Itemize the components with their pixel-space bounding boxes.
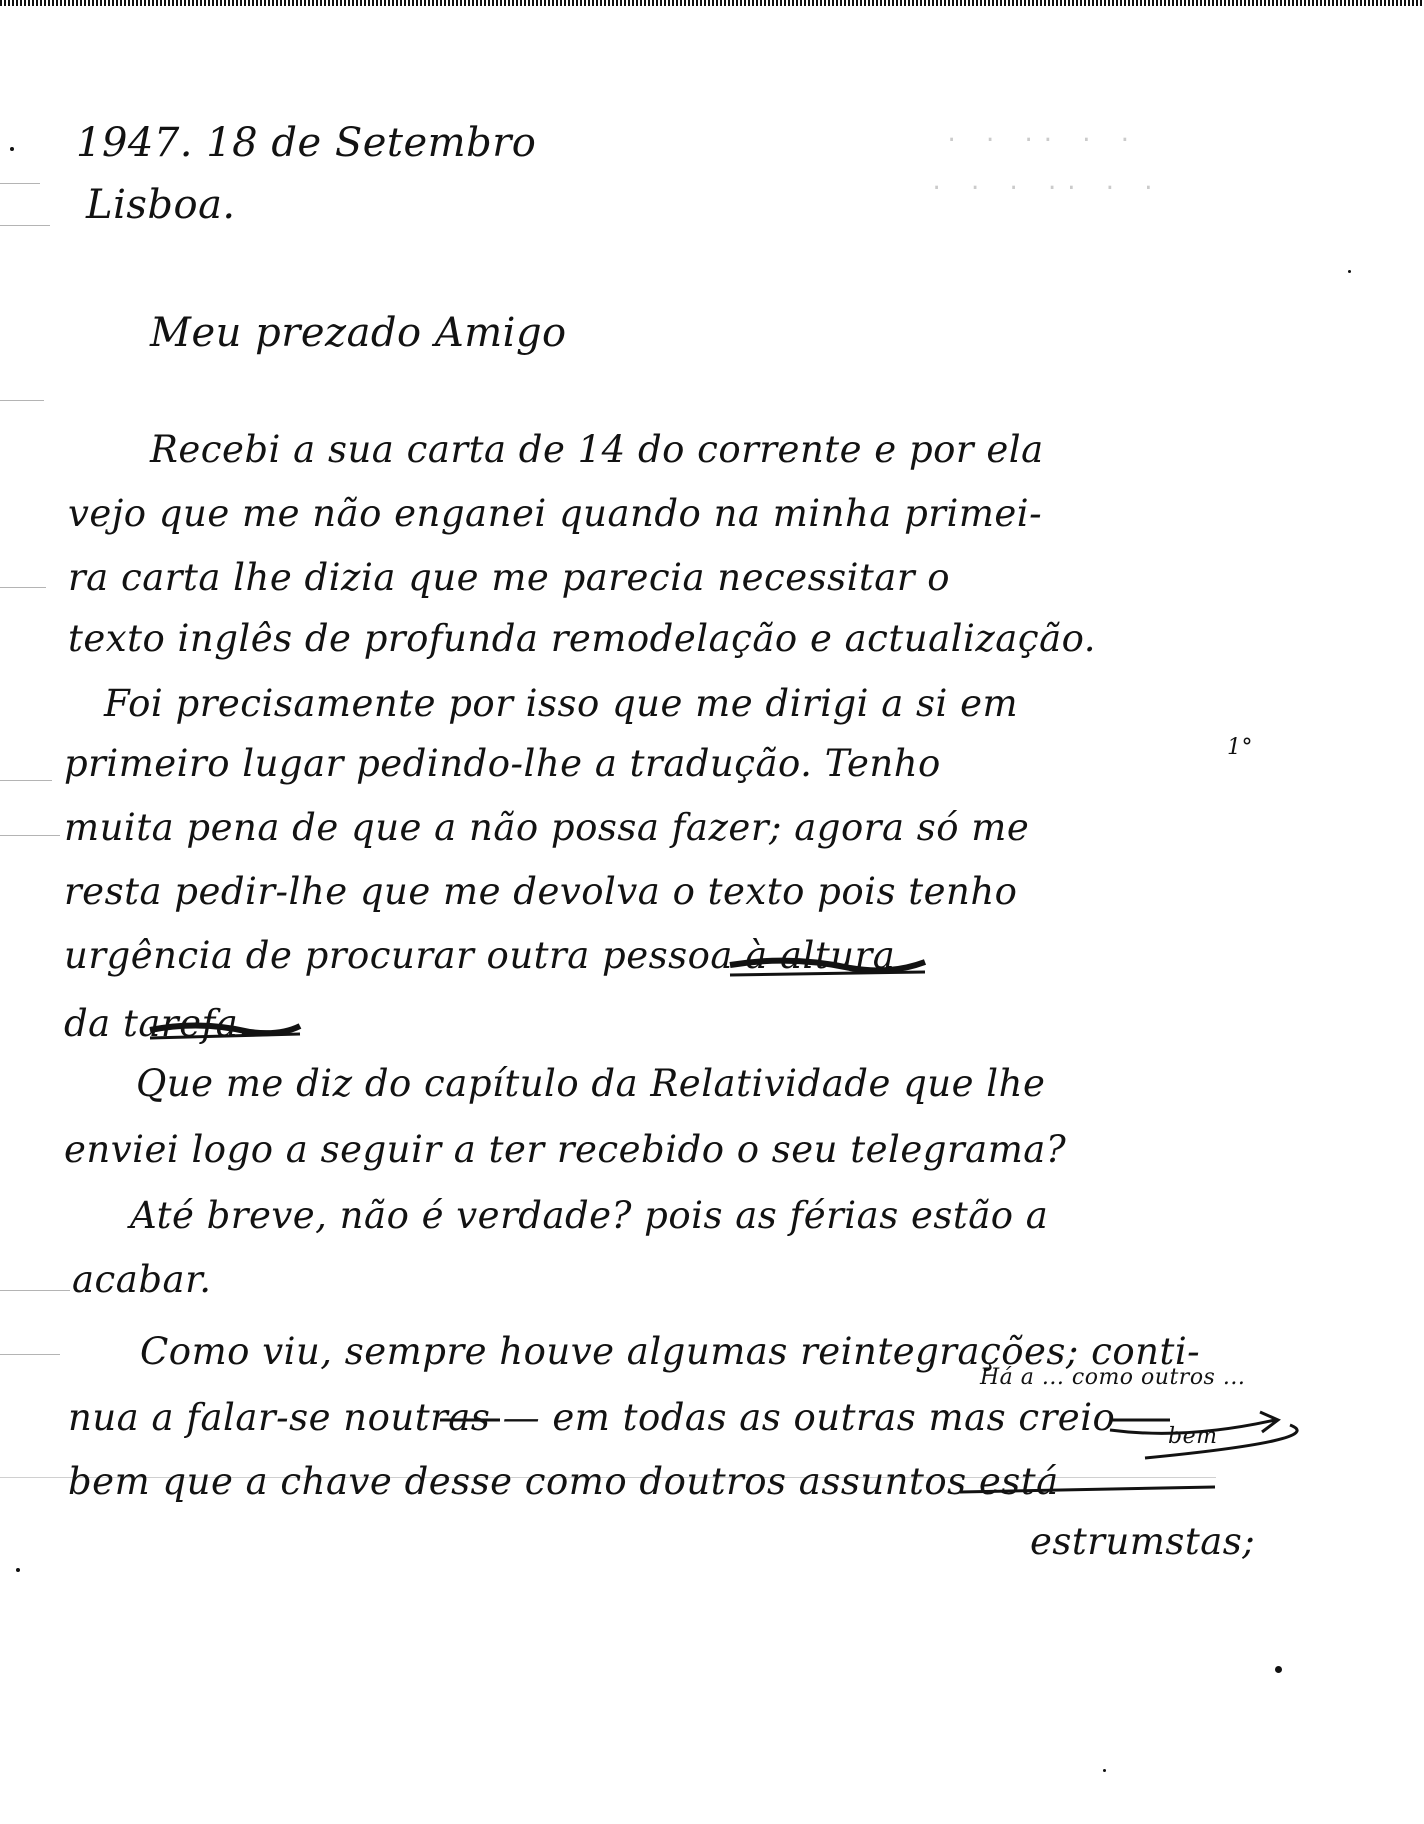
- margin-rule: [0, 400, 44, 401]
- letter-line: Foi precisamente por isso que me dirigi a si em: [104, 682, 1019, 725]
- letter-line: bem que a chave desse como doutros assuntos está: [68, 1460, 1059, 1503]
- scan-dot: [10, 147, 14, 151]
- letter-line: Até breve, não é verdade? pois as férias estão a: [130, 1194, 1049, 1237]
- scan-dot: [1275, 1666, 1282, 1673]
- margin-rule: [0, 835, 60, 836]
- margin-rule: [0, 1290, 70, 1291]
- letter-line: Como viu, sempre houve algumas reintegrações; conti-: [140, 1330, 1201, 1373]
- margin-rule: [0, 1354, 60, 1355]
- insertion-tail: bem: [1168, 1424, 1218, 1449]
- scan-dot: [1103, 1769, 1106, 1772]
- insertion-note: Há a ... como outros ...: [980, 1365, 1246, 1390]
- margin-rule: [0, 225, 50, 226]
- letter-line: acabar.: [72, 1258, 212, 1301]
- scan-dot: [16, 1568, 20, 1572]
- letter-line: muita pena de que a não possa fazer; agora só me: [64, 806, 1030, 849]
- letter-line: resta pedir-lhe que me devolva o texto pois tenho: [64, 870, 1018, 913]
- letter-line: Recebi a sua carta de 14 do corrente e por ela: [150, 428, 1044, 471]
- letter-line: nua a falar-se noutras — em todas as outras mas creio: [68, 1396, 1116, 1439]
- margin-rule: [0, 780, 52, 781]
- letter-salutation: Meu prezado Amigo: [150, 310, 567, 356]
- letter-line: vejo que me não enganei quando na minha primei-: [68, 492, 1043, 535]
- letter-line: da tarefa.: [64, 1002, 251, 1045]
- letter-date: 1947. 18 de Setembro: [76, 120, 537, 166]
- margin-mark: 1°: [1227, 735, 1253, 760]
- letter-line: primeiro lugar pedindo-lhe a tradução. Tenho: [64, 742, 941, 785]
- letter-line: estrumstas;: [1030, 1520, 1256, 1563]
- margin-rule: [0, 587, 46, 588]
- margin-rule: [0, 183, 40, 184]
- scan-dot: [1348, 270, 1351, 273]
- letter-line: texto inglês de profunda remodelação e actualização.: [68, 617, 1097, 660]
- scan-top-edge: [0, 0, 1424, 6]
- scan-speck: · · ·· · ·: [945, 128, 1138, 153]
- letter-line: ra carta lhe dizia que me parecia necessitar o: [68, 556, 951, 599]
- scan-speck: · · · ·· · ·: [930, 176, 1161, 201]
- letter-line: urgência de procurar outra pessoa à altura: [64, 934, 896, 977]
- letter-line: Que me diz do capítulo da Relatividade que lhe: [136, 1062, 1046, 1105]
- letter-line: enviei logo a seguir a ter recebido o seu telegrama?: [64, 1128, 1067, 1171]
- letter-place: Lisboa.: [86, 182, 236, 228]
